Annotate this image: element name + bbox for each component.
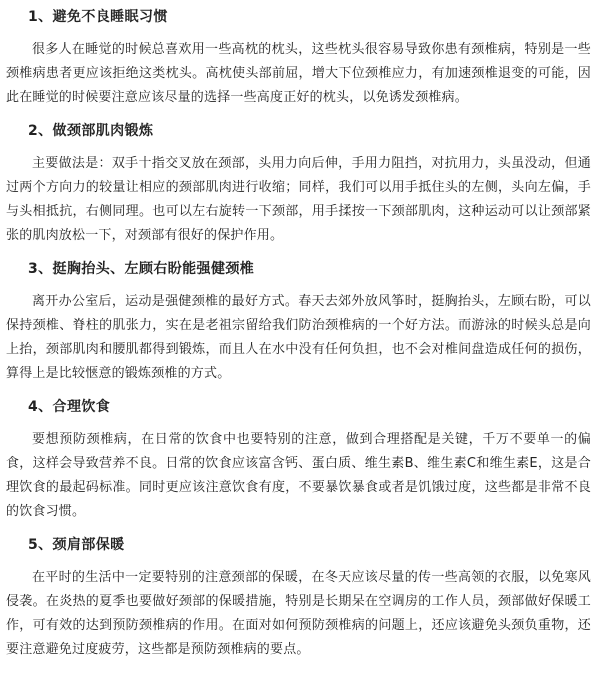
section-paragraph: 离开办公室后，运动是强健颈椎的最好方式。春天去郊外放风筝时，挺胸抬头，左顾右盼，可以保持颈椎、脊柱的肌张力，实在是老祖宗留给我们防治颈椎病的一个好方法。而游泳的时候头总是向上抬，颈部肌肉和腰肌都得到锻炼，而且人在水中没有任何负担，也不会对椎间盘造成任何的损伤，算得上是比较惬意的锻炼颈椎的方式。 (6, 294, 591, 381)
section-paragraph: 要想预防颈椎病，在日常的饮食中也要特别的注意，做到合理搭配是关键，千万不要单一的偏食，这样会导致营养不良。日常的饮食应该富含钙、蛋白质、维生素B、维生素C和维生素E，这是合理饮食的最起码标准。同时更应该注意饮食有度，不要暴饮暴食或者是饥饿过度，这些都是非常不良的饮食习惯。 (6, 432, 591, 519)
section-1 (6, 7, 591, 110)
section-heading: 1、避免不良睡眠习惯 (28, 9, 168, 25)
section-2 (6, 121, 591, 248)
section-heading: 3、挺胸抬头、左顾右盼能强健颈椎 (28, 261, 255, 277)
section-4 (6, 397, 591, 524)
section-heading: 2、做颈部肌肉锻炼 (28, 123, 154, 139)
section-heading: 5、颈肩部保暖 (28, 537, 125, 553)
section-paragraph: 很多人在睡觉的时候总喜欢用一些高枕的枕头，这些枕头很容易导致你患有颈椎病，特别是一些颈椎病患者更应该拒绝这类枕头。高枕使头部前屈，增大下位颈椎应力，有加速颈椎退变的可能，因此在睡觉的时候要注意应该尽量的选择一些高度正好的枕头，以免诱发颈椎病。 (6, 42, 591, 105)
section-paragraph: 在平时的生活中一定要特别的注意颈部的保暖，在冬天应该尽量的传一些高领的衣服，以免寒风侵袭。在炎热的夏季也要做好颈部的保暖措施，特别是长期呆在空调房的工作人员，颈部做好保暖工作，可有效的达到预防颈椎病的作用。在面对如何预防颈椎病的问题上，还应该避免头颈负重物，还要注意避免过度疲劳，这些都是预防颈椎病的要点。 (6, 570, 591, 657)
section-5 (6, 535, 591, 662)
section-paragraph: 主要做法是：双手十指交叉放在颈部，头用力向后伸，手用力阻挡，对抗用力，头虽没动，但通过两个方向力的较量让相应的颈部肌肉进行收缩；同样，我们可以用手抵住头的左侧，头向左偏，手与头相抵抗，右侧同理。也可以左右旋转一下颈部，用手揉按一下颈部肌肉，这种运动可以让颈部紧张的肌肉放松一下，对颈部有很好的保护作用。 (6, 156, 591, 243)
section-3 (6, 259, 591, 386)
section-heading: 4、合理饮食 (28, 399, 111, 415)
